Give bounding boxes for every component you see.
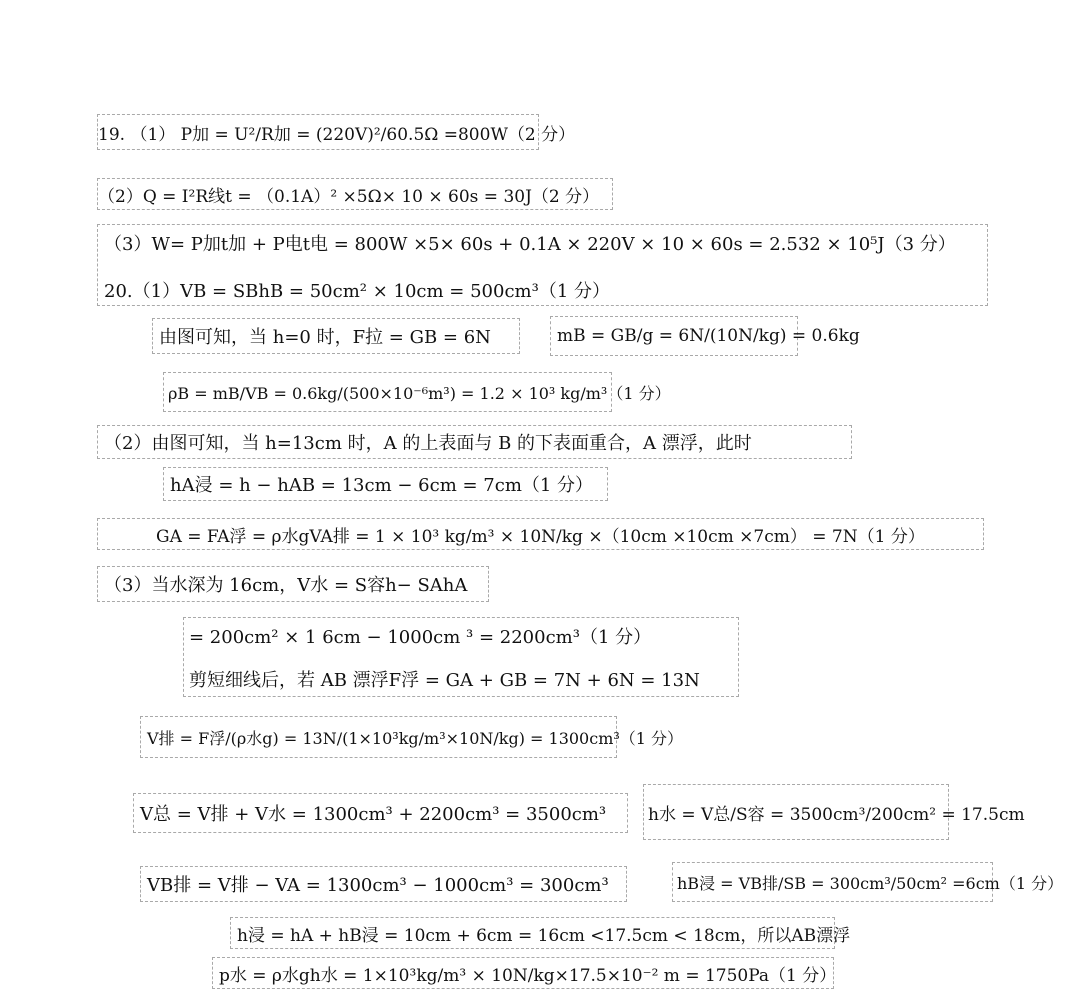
q19-part1-line [97,114,576,150]
q20-density-text: ρB = mB/VB = 0.6kg/(500×10⁻⁶m³) = 1.2 × 10³ kg/m³（1 分） [168,383,671,403]
q20-weight-A-text: GA = FA浮 = ρ水gVA排 = 1 × 10³ kg/m³ × 10N/kg ×（10cm ×10cm ×7cm） = 7N（1 分） [156,526,925,547]
q19-part1-text: 19. （1） P加 = U²/R加 = (220V)²/60.5Ω =800W（2 分） [98,124,576,145]
q20-mass-line [550,316,860,356]
q20-water-depth-text: h水 = V总/S容 = 3500cm³/200cm² = 17.5cm [648,804,1025,825]
q20-B-depth-text: hB浸 = VB排/SB = 300cm³/50cm² =6cm（1 分） [677,873,1064,893]
q20-water-volume-line [189,620,651,652]
q20-immersed-depth-text: hA浸 = h − hAB = 13cm − 6cm = 7cm（1 分） [170,475,594,496]
q20-pressure-line [212,957,837,989]
q20-B-displaced-line [140,866,627,902]
q20-part2-intro-line [97,425,852,459]
q20-check-float-line [230,917,851,949]
q19-part3-text: （3）W= P加t加 + P电t电 = 800W ×5× 60s + 0.1A × 220V × 10 × 60s = 2.532 × 10⁵J（3 分） [104,234,956,255]
q20-part1-line [104,275,610,305]
q20-density-line [163,372,671,412]
q20-water-depth-line [643,784,1025,840]
q20-total-volume-line [133,793,628,833]
q20-weight-A-line [97,518,984,550]
q20-part2-intro-text: （2）由图可知，当 h=13cm 时，A 的上表面与 B 的下表面重合，A 漂浮，此时 [104,433,752,454]
q20-part1-text: 20.（1）VB = SBhB = 50cm² × 10cm = 500cm³（1 分） [104,281,611,302]
q20-water-volume-text: = 200cm² × 1 6cm − 1000cm ³ = 2200cm³（1 分） [189,627,652,648]
q19-part3-line [104,228,956,258]
q20-displaced-volume-line [140,716,684,758]
q19-part2-text: （2）Q = I²R线t = （0.1A）² ×5Ω× 10 × 60s = 30J（2 分） [98,186,600,207]
q20-buoyancy-line [189,663,700,695]
q20-displaced-volume-text: V排 = F浮/(ρ水g) = 13N/(1×10³kg/m³×10N/kg) = 1300cm³（1 分） [147,728,684,748]
q20-buoyancy-text: 剪短细线后，若 AB 漂浮F浮 = GA + GB = 7N + 6N = 13N [189,670,700,691]
q19-part2-line [97,178,613,210]
q20-part3-intro-line [97,566,489,602]
q20-B-displaced-text: VB排 = V排 − VA = 1300cm³ − 1000cm³ = 300cm³ [147,875,609,896]
q20-total-volume-text: V总 = V排 + V水 = 1300cm³ + 2200cm³ = 3500cm³ [140,804,607,825]
q20-graph-line [152,318,520,354]
q20-check-float-text: h浸 = hA + hB浸 = 10cm + 6cm = 16cm <17.5cm < 18cm，所以AB漂浮 [237,925,851,946]
q20-pressure-text: p水 = ρ水gh水 = 1×10³kg/m³ × 10N/kg×17.5×10⁻² m = 1750Pa（1 分） [219,965,837,986]
q20-B-depth-line [672,862,1064,902]
q20-mass-text: mB = GB/g = 6N/(10N/kg) = 0.6kg [557,326,860,346]
q20-graph-text: 由图可知，当 h=0 时，F拉 = GB = 6N [159,327,491,348]
q20-part3-intro-text: （3）当水深为 16cm，V水 = S容h− SAhA [104,575,468,596]
q20-immersed-depth-line [163,467,608,501]
